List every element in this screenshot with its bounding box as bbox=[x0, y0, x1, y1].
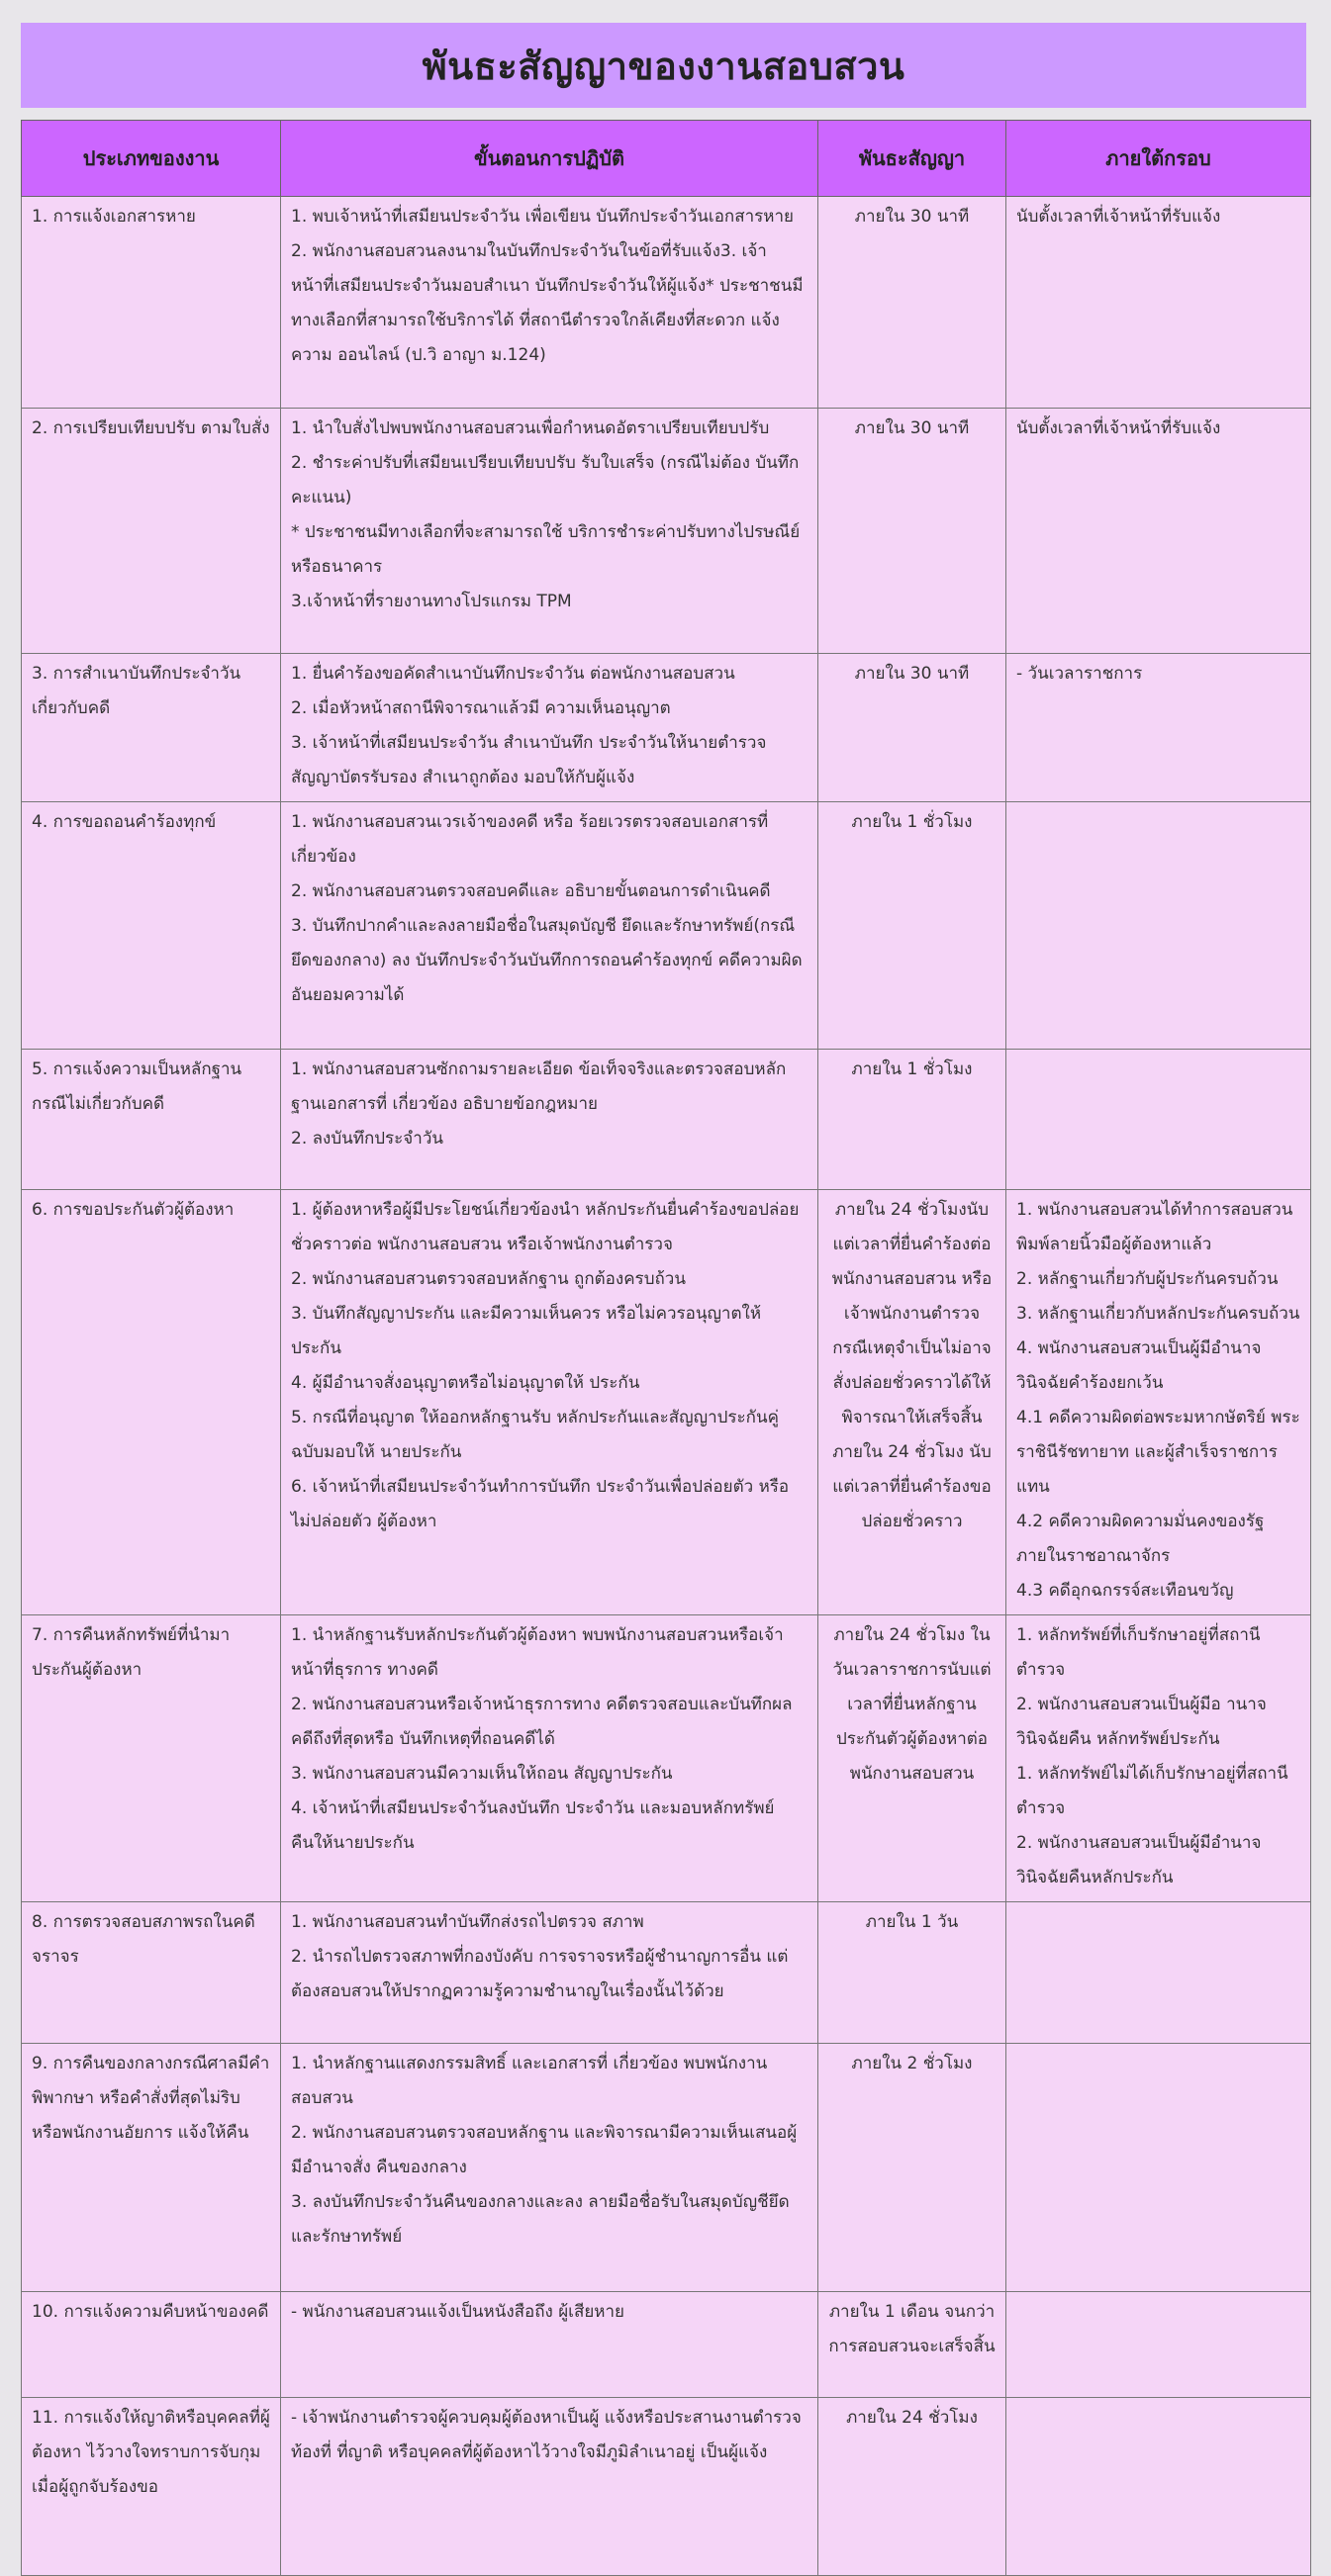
step-line: 5. กรณีที่อนุญาต ให้ออกหลักฐานรับ หลักประกันและสัญญาประกันคู่ฉบับมอบให้ นายประกัน bbox=[291, 1408, 779, 1462]
framework-line: 4. พนักงานสอบสวนเป็นผู้มีอำนาจวินิจฉัยคำร้องยกเว้น bbox=[1016, 1338, 1262, 1393]
step-line: 1. พนักงานสอบสวนทำบันทึกส่งรถไปตรวจ สภาพ bbox=[291, 1912, 644, 1932]
cell-framework bbox=[1006, 2292, 1311, 2398]
page-title-banner bbox=[21, 23, 1306, 108]
step-line: 2. พนักงานสอบสวนตรวจสอบหลักฐาน และพิจารณามีความเห็นเสนอผู้มีอำนาจสั่ง คืนของกลาง bbox=[291, 2123, 798, 2177]
cell-steps bbox=[281, 2292, 818, 2398]
cell-work-type: 5. การแจ้งความเป็นหลักฐาน กรณีไม่เกี่ยวกับคดี bbox=[22, 1050, 281, 1190]
step-line: 4. ผู้มีอำนาจสั่งอนุญาตหรือไม่อนุญาตให้ ประกัน bbox=[291, 1373, 640, 1393]
table-row bbox=[22, 2292, 1311, 2398]
step-line: 2. ลงบันทึกประจำวัน bbox=[291, 1129, 443, 1149]
cell-framework bbox=[1006, 2044, 1311, 2292]
step-line: 3.เจ้าหน้าที่รายงานทางโปรแกรม TPM bbox=[291, 592, 572, 611]
cell-steps bbox=[281, 197, 818, 409]
framework-line: 2. หลักฐานเกี่ยวกับผู้ประกันครบถ้วน bbox=[1016, 1269, 1279, 1289]
table-row bbox=[22, 197, 1311, 409]
cell-steps bbox=[281, 802, 818, 1050]
cell-commitment: ภายใน 24 ชั่วโมง bbox=[818, 2398, 1006, 2576]
cell-framework bbox=[1006, 197, 1311, 409]
step-line: 3. พนักงานสอบสวนมีความเห็นให้ถอน สัญญาประกัน bbox=[291, 1764, 673, 1784]
cell-commitment: ภายใน 30 นาที bbox=[818, 409, 1006, 654]
cell-framework bbox=[1006, 654, 1311, 802]
commitment-table bbox=[21, 120, 1311, 2576]
cell-steps bbox=[281, 1902, 818, 2044]
cell-commitment: ภายใน 24 ชั่วโมงนับแต่เวลาที่ยื่นคำร้องต่อพนักงานสอบสวน หรือเจ้าพนักงานตำรวจ กรณีเหตุจำเป็นไม่อาจสั่งปล่อยชั่วคราวได้ให้พิจารณาให้เสร็จสิ้นภายใน 24 ชั่วโมง นับแต่เวลาที่ยื่นคำร้องขอปล่อยชั่วคราว bbox=[818, 1190, 1006, 1615]
step-line: 6. เจ้าหน้าที่เสมียนประจำวันทำการบันทึก ประจำวันเพื่อปล่อยตัว หรือไม่ปล่อยตัว ผู้ต้องหา bbox=[291, 1477, 790, 1531]
page-title: พันธะสัญญาของงานสอบสวน bbox=[422, 44, 905, 88]
step-line: 3. ลงบันทึกประจำวันคืนของกลางและลง ลายมือชื่อรับในสมุดบัญชียึด และรักษาทรัพย์ bbox=[291, 2192, 790, 2247]
step-line: 1. ยื่นคำร้องขอคัดสำเนาบันทึกประจำวัน ต่อพนักงานสอบสวน bbox=[291, 664, 735, 684]
header-framework: ภายใต้กรอบ bbox=[1006, 121, 1311, 197]
table-row bbox=[22, 409, 1311, 654]
framework-line: 2. พนักงานสอบสวนเป็นผู้มีอ านาจวินิจฉัยคืน หลักทรัพย์ประกัน bbox=[1016, 1695, 1267, 1749]
table-row bbox=[22, 1050, 1311, 1190]
cell-steps bbox=[281, 2398, 818, 2576]
cell-work-type: 6. การขอประกันตัวผู้ต้องหา bbox=[22, 1190, 281, 1615]
cell-steps bbox=[281, 1615, 818, 1902]
step-line: - เจ้าพนักงานตำรวจผู้ควบคุมผู้ต้องหาเป็นผู้ แจ้งหรือประสานงานตำรวจท้องที่ ที่ญาติ หรือบุคคลที่ผู้ต้องหาไว้วางใจมีภูมิลำเนาอยู่ เป็นผู้แจ้ง bbox=[291, 2408, 802, 2462]
step-line: 3. บันทึกสัญญาประกัน และมีความเห็นควร หรือไม่ควรอนุญาตให้ประกัน bbox=[291, 1304, 762, 1358]
step-line: 2. ชำระค่าปรับที่เสมียนเปรียบเทียบปรับ รับใบเสร็จ (กรณีไม่ต้อง บันทึกคะแนน) bbox=[291, 453, 800, 507]
table-row bbox=[22, 1615, 1311, 1902]
table-row bbox=[22, 654, 1311, 802]
header-commitment: พันธะสัญญา bbox=[818, 121, 1006, 197]
step-line: - พนักงานสอบสวนแจ้งเป็นหนังสือถึง ผู้เสียหาย bbox=[291, 2302, 625, 2322]
cell-commitment: ภายใน 30 นาที bbox=[818, 197, 1006, 409]
framework-line: 1. หลักทรัพย์ไม่ได้เก็บรักษาอยู่ที่สถานีตำรวจ bbox=[1016, 1764, 1288, 1818]
step-line: 1. พนักงานสอบสวนเวรเจ้าของคดี หรือ ร้อยเวรตรวจสอบเอกสารที่เกี่ยวข้อง bbox=[291, 812, 769, 867]
header-type: ประเภทของงาน bbox=[22, 121, 281, 197]
cell-work-type: 2. การเปรียบเทียบปรับ ตามใบสั่ง bbox=[22, 409, 281, 654]
step-line: 2. พนักงานสอบสวนลงนามในบันทึกประจำวันในข้อที่รับแจ้ง3. เจ้าหน้าที่เสมียนประจำวันมอบสำเนา บันทึกประจำวันให้ผู้แจ้ง* ประชาชนมีทางเลือกที่สามารถใช้บริการได้ ที่สถานีตำรวจใกล้เคียงที่สะดวก แจ้งความ ออนไลน์ (ป.วิ อาญา ม.124) bbox=[291, 241, 804, 365]
cell-work-type: 4. การขอถอนคำร้องทุกข์ bbox=[22, 802, 281, 1050]
framework-line: 1. หลักทรัพย์ที่เก็บรักษาอยู่ที่สถานีตำรวจ bbox=[1016, 1625, 1261, 1680]
step-line: 1. นำใบสั่งไปพบพนักงานสอบสวนเพื่อกำหนดอัตราเปรียบเทียบปรับ bbox=[291, 418, 770, 438]
cell-framework bbox=[1006, 802, 1311, 1050]
table-row bbox=[22, 802, 1311, 1050]
step-line: 3. เจ้าหน้าที่เสมียนประจำวัน สำเนาบันทึก ประจำวันให้นายตำรวจสัญญาบัตรรับรอง สำเนาถูกต้อง มอบให้กับผู้แจ้ง bbox=[291, 733, 767, 787]
step-line: 2. นำรถไปตรวจสภาพที่กองบังคับ การจราจรหรือผู้ชำนาญการอื่น แต่ต้องสอบสวนให้ปรากฏความรู้ความชำนาญในเรื่องนั้นไว้ด้วย bbox=[291, 1947, 789, 2001]
cell-work-type: 9. การคืนของกลางกรณีศาลมีคำพิพากษา หรือคำสั่งที่สุดไม่ริบ หรือพนักงานอัยการ แจ้งให้คืน bbox=[22, 2044, 281, 2292]
framework-line: 1. พนักงานสอบสวนได้ทำการสอบสวนพิมพ์ลายนิ้วมือผู้ต้องหาแล้ว bbox=[1016, 1200, 1293, 1254]
step-line: * ประชาชนมีทางเลือกที่จะสามารถใช้ บริการชำระค่าปรับทางไปรษณีย์หรือธนาคาร bbox=[291, 522, 801, 577]
cell-framework bbox=[1006, 1615, 1311, 1902]
cell-work-type: 7. การคืนหลักทรัพย์ที่นำมาประกันผู้ต้องหา bbox=[22, 1615, 281, 1902]
cell-work-type: 1. การแจ้งเอกสารหาย bbox=[22, 197, 281, 409]
step-line: 1. ผู้ต้องหาหรือผู้มีประโยชน์เกี่ยวข้องนำ หลักประกันยื่นคำร้องขอปล่อยชั่วคราวต่อ พนักงานสอบสวน หรือเจ้าพนักงานตำรวจ bbox=[291, 1200, 800, 1254]
cell-work-type: 8. การตรวจสอบสภาพรถในคดีจราจร bbox=[22, 1902, 281, 2044]
cell-work-type: 10. การแจ้งความคืบหน้าของคดี bbox=[22, 2292, 281, 2398]
table-row bbox=[22, 1902, 1311, 2044]
step-line: 1. พนักงานสอบสวนซักถามรายละเอียด ข้อเท็จจริงและตรวจสอบหลักฐานเอกสารที่ เกี่ยวข้อง อธิบายข้อกฎหมาย bbox=[291, 1059, 787, 1114]
step-line: 2. พนักงานสอบสวนตรวจสอบคดีและ อธิบายขั้นตอนการดำเนินคดี bbox=[291, 881, 771, 901]
table-body bbox=[22, 197, 1311, 2576]
cell-commitment: ภายใน 1 ชั่วโมง bbox=[818, 1050, 1006, 1190]
cell-framework bbox=[1006, 409, 1311, 654]
cell-commitment: ภายใน 24 ชั่วโมง ในวันเวลาราชการนับแต่ เวลาที่ยื่นหลักฐานประกันตัวผู้ต้องหาต่อ พนักงานสอบสวน bbox=[818, 1615, 1006, 1902]
cell-commitment: ภายใน 30 นาที bbox=[818, 654, 1006, 802]
step-line: 1. นำหลักฐานรับหลักประกันตัวผู้ต้องหา พบพนักงานสอบสวนหรือเจ้าหน้าที่ธุรการ ทางคดี bbox=[291, 1625, 784, 1680]
framework-line: - วันเวลาราชการ bbox=[1016, 664, 1143, 684]
cell-commitment: ภายใน 1 วัน bbox=[818, 1902, 1006, 2044]
framework-line: 4.1 คดีความผิดต่อพระมหากษัตริย์ พระราชินีรัชทายาท และผู้สำเร็จราชการแทน bbox=[1016, 1408, 1300, 1497]
cell-work-type: 11. การแจ้งให้ญาติหรือบุคคลที่ผู้ต้องหา ไว้วางใจทราบการจับกุมเมื่อผู้ถูกจับร้องขอ bbox=[22, 2398, 281, 2576]
table-row bbox=[22, 2398, 1311, 2576]
step-line: 1. นำหลักฐานแสดงกรรมสิทธิ์ และเอกสารที่ เกี่ยวข้อง พบพนักงานสอบสวน bbox=[291, 2054, 768, 2108]
cell-framework bbox=[1006, 1190, 1311, 1615]
step-line: 4. เจ้าหน้าที่เสมียนประจำวันลงบันทึก ประจำวัน และมอบหลักทรัพย์คืนให้นายประกัน bbox=[291, 1798, 775, 1853]
framework-line: 3. หลักฐานเกี่ยวกับหลักประกันครบถ้วน bbox=[1016, 1304, 1300, 1324]
cell-framework bbox=[1006, 1902, 1311, 2044]
step-line: 3. บันทึกปากคำและลงลายมือชื่อในสมุดบัญชี ยึดและรักษาทรัพย์(กรณียึดของกลาง) ลง บันทึกประจำวันบันทึกการถอนคำร้องทุกข์ คดีความผิดอันยอมความได้ bbox=[291, 916, 803, 1005]
cell-work-type: 3. การสำเนาบันทึกประจำวัน เกี่ยวกับคดี bbox=[22, 654, 281, 802]
cell-commitment: ภายใน 2 ชั่วโมง bbox=[818, 2044, 1006, 2292]
framework-line: นับตั้งเวลาที่เจ้าหน้าที่รับแจ้ง bbox=[1016, 418, 1221, 438]
framework-line: 4.2 คดีความผิดความมั่นคงของรัฐภายในราชอาณาจักร bbox=[1016, 1512, 1265, 1566]
framework-line: 4.3 คดีอุกฉกรรจ์สะเทือนขวัญ bbox=[1016, 1581, 1234, 1601]
cell-commitment: ภายใน 1 ชั่วโมง bbox=[818, 802, 1006, 1050]
cell-framework bbox=[1006, 1050, 1311, 1190]
cell-steps bbox=[281, 1190, 818, 1615]
table-row bbox=[22, 1190, 1311, 1615]
step-line: 1. พบเจ้าหน้าที่เสมียนประจำวัน เพื่อเขียน บันทึกประจำวันเอกสารหาย bbox=[291, 207, 794, 227]
table-row bbox=[22, 2044, 1311, 2292]
table-header-row bbox=[22, 121, 1311, 197]
step-line: 2. เมื่อหัวหน้าสถานีพิจารณาแล้วมี ความเห็นอนุญาต bbox=[291, 698, 671, 718]
cell-steps bbox=[281, 1050, 818, 1190]
cell-steps bbox=[281, 409, 818, 654]
header-steps: ขั้นตอนการปฏิบัติ bbox=[281, 121, 818, 197]
cell-steps bbox=[281, 2044, 818, 2292]
cell-steps bbox=[281, 654, 818, 802]
framework-line: นับตั้งเวลาที่เจ้าหน้าที่รับแจ้ง bbox=[1016, 207, 1221, 227]
cell-commitment: ภายใน 1 เดือน จนกว่าการสอบสวนจะเสร็จสิ้น bbox=[818, 2292, 1006, 2398]
step-line: 2. พนักงานสอบสวนหรือเจ้าหน้าธุรการทาง คดีตรวจสอบและบันทึกผลคดีถึงที่สุดหรือ บันทึกเหตุที่ถอนคดีได้ bbox=[291, 1695, 793, 1749]
cell-framework bbox=[1006, 2398, 1311, 2576]
step-line: 2. พนักงานสอบสวนตรวจสอบหลักฐาน ถูกต้องครบถ้วน bbox=[291, 1269, 686, 1289]
framework-line: 2. พนักงานสอบสวนเป็นผู้มีอำนาจวินิจฉัยคืนหลักประกัน bbox=[1016, 1833, 1262, 1887]
